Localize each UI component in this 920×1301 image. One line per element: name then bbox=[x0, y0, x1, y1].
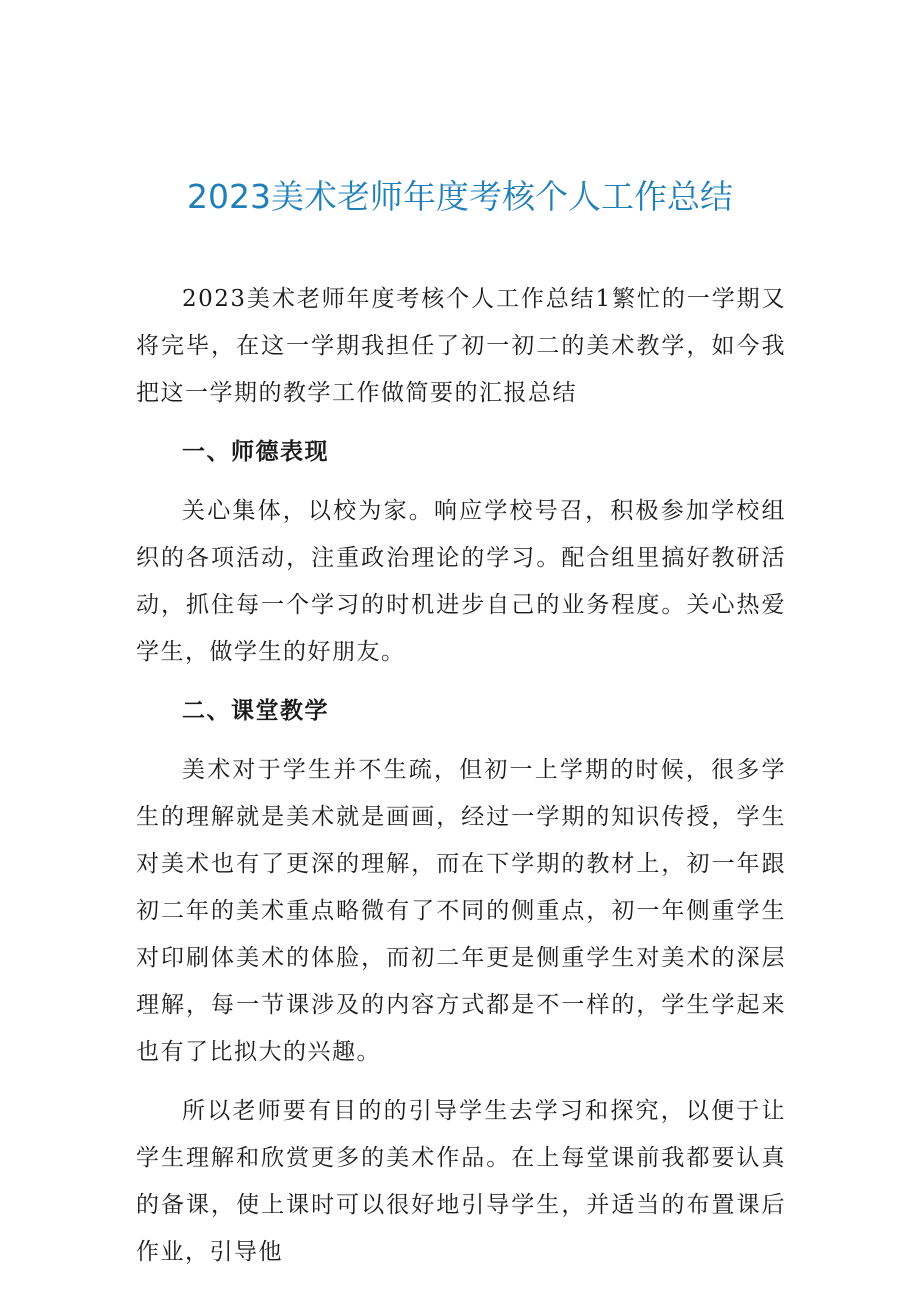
section-heading-ethics: 一、师德表现 bbox=[182, 439, 329, 465]
intro-paragraph: 2023美术老师年度考核个人工作总结1繁忙的一学期又将完毕，在这一学期我担任了初一初二的美术教学，如今我把这一学期的教学工作做简要的汇报总结 bbox=[136, 286, 786, 406]
section-heading-teaching: 二、课堂教学 bbox=[182, 698, 329, 724]
paragraph-teaching-2: 所以老师要有目的的引导学生去学习和探究，以便于让学生理解和欣赏更多的美术作品。在上每堂课前我都要认真的备课，使上课时可以很好地引导学生，并适当的布置课后作业，引导他 bbox=[136, 1098, 786, 1265]
paragraph-ethics: 关心集体，以校为家。响应学校号召，积极参加学校组织的各项活动，注重政治理论的学习。配合组里搞好教研活动，抓住每一个学习的时机进步自己的业务程度。关心热爱学生，做学生的好朋友。 bbox=[136, 498, 786, 665]
document-title: 2023美术老师年度考核个人工作总结 bbox=[187, 177, 733, 216]
paragraph-teaching-1: 美术对于学生并不生疏，但初一上学期的时候，很多学生的理解就是美术就是画画，经过一学期的知识传授，学生对美术也有了更深的理解，而在下学期的教材上，初一年跟初二年的美术重点略微有了不同的侧重点，初一年侧重学生对印刷体美术的体脸，而初二年更是侧重学生对美术的深层理解，每一节课涉及的内容方式都是不一样的，学生学起来也有了比拟大的兴趣。 bbox=[136, 757, 786, 1065]
document-body bbox=[136, 276, 786, 1276]
